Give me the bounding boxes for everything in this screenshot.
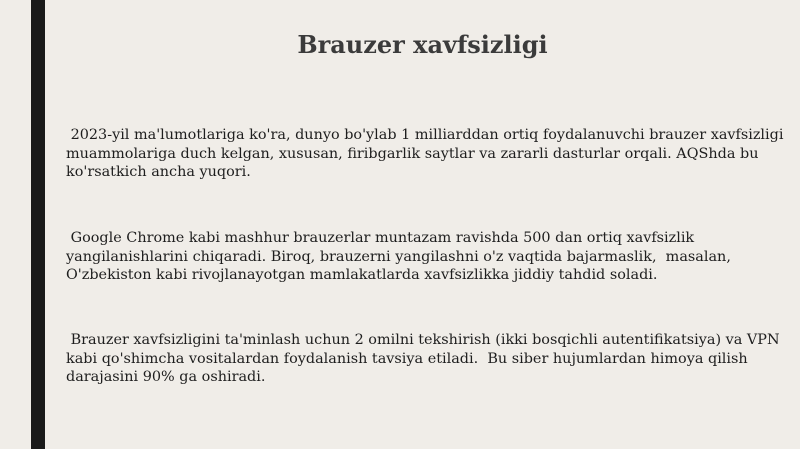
paragraph-recommendations: Brauzer xavfsizligini ta'minlash uchun 2 omilni tekshirish (ikki bosqichli autentifikatsiya) va VPN kabi qo'shimcha vositalardan foydalanish tavsiya etiladi. Bu siber hujumlardan himoya qilish darajasini 90% ga oshiradi.	[66, 332, 785, 385]
paragraph-statistics: 2023-yil ma'lumotlariga ko'ra, dunyo bo'ylab 1 milliarddan ortiq foydalanuvchi brauzer xavfsizligi muammolariga duch kelgan, xususan, firibgarlik saytlar va zararli dasturlar orqali. AQShda bu ko'rsatkich ancha yuqori.	[66, 127, 789, 180]
slide-title: Brauzer xavfsizligi	[297, 30, 548, 59]
paragraph-updates: Google Chrome kabi mashhur brauzerlar muntazam ravishda 500 dan ortiq xavfsizlik yangilanishlarini chiqaradi. Biroq, brauzerni yangilashni o'z vaqtida bajarmaslik, masalan, O'zbekiston kabi rivojlanayotgan mamlakatlarda xavfsizlikka jiddiy tahdid soladi.	[66, 230, 736, 283]
slide-side-bar	[31, 0, 45, 449]
